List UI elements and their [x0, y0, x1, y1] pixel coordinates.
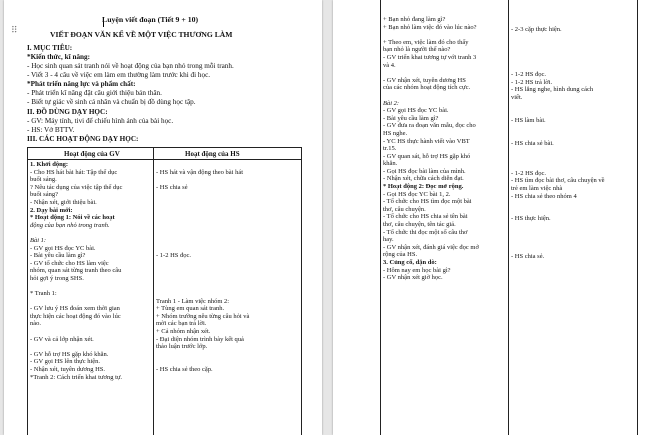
cell-line: * Hoạt động 1: Nói về các hoạt [30, 214, 115, 222]
cell-line: ? Nêu tác dụng của việc tập thể dục [30, 183, 123, 191]
cell-line: - Gọi HS đọc YC bài 1, 2. [383, 190, 451, 198]
cell-line: 2. Dạy bài mới: [30, 206, 73, 214]
cell-line: - GV triển khai tương tự với tranh 3 [383, 53, 477, 61]
cell-line: buổi sáng? [30, 191, 58, 199]
cell-line: - HS chia sẻ [156, 183, 188, 191]
cell-line [511, 132, 633, 140]
cell-line [156, 351, 298, 359]
cell-line: thảo luận trước lớp. [156, 343, 208, 351]
cell-line [511, 102, 633, 110]
cell-line: - HS chia sẻ theo cặp. [156, 366, 213, 374]
cell-line: Bài 1: [30, 236, 47, 244]
column-header-student: Hoạt động của HS [185, 150, 240, 158]
cell-line: - GV gọi HS lên thực hiện. [30, 358, 101, 366]
cell-line: Tranh 1 - Làm việc nhóm 2: [156, 297, 230, 305]
document-page-left [4, 0, 322, 435]
materials-item-2: - HS: Vở BTTV. [27, 126, 75, 134]
cell-line [156, 191, 298, 199]
cell-line: - Tổ chức thi đọc một số câu thơ [383, 228, 468, 236]
cell-line: mời các bạn trả lời. [156, 320, 207, 328]
cell-line: Bài 2: [383, 99, 400, 107]
document-page-right [333, 0, 650, 435]
ability-label: *Phát triển năng lực và phẩm chất: [27, 80, 136, 88]
cell-line: - YC HS thực hành viết vào VBT [383, 137, 470, 145]
cell-line: tr.15. [383, 145, 397, 153]
knowledge-label: *Kiến thức, kĩ năng: [27, 53, 91, 61]
cell-line: - HS chia sẻ bài. [511, 139, 554, 147]
cell-line [383, 92, 506, 100]
cell-line: khăn. [383, 160, 398, 168]
cell-line [511, 162, 633, 170]
cell-line: - 1-2 HS trả lời. [511, 78, 553, 86]
cell-line [30, 328, 151, 336]
section-materials: II. ĐỒ DÙNG DẠY HỌC: [27, 108, 108, 116]
cell-line: thơ, câu chuyện. [383, 205, 426, 213]
cell-line [156, 283, 298, 291]
cell-line [511, 231, 633, 239]
cell-line: - GV nhận xét, tuyên dương HS [383, 76, 466, 84]
cell-line: - Gọi HS đọc bài làm của mình. [383, 167, 466, 175]
cell-line: nhóm, quan sát từng tranh theo câu [30, 267, 122, 275]
cell-line [383, 31, 506, 39]
cell-line [156, 245, 298, 253]
cell-line: - 1-2 HS đọc. [156, 252, 192, 260]
cell-line: động của bạn nhỏ trong tranh. [30, 221, 110, 229]
cell-line: - HS lắng nghe, hình dung cách [511, 86, 594, 94]
cell-line [30, 298, 151, 306]
cell-line: - GV quan sát, hỗ trợ HS gặp khó [383, 152, 471, 160]
cell-line: buổi sáng. [30, 176, 57, 184]
cell-line: HS nghe. [383, 129, 408, 137]
cell-line: - 2-3 cặp thực hiện. [511, 25, 562, 33]
cell-line [156, 267, 298, 275]
cell-line: của các nhóm hoạt động tích cực. [383, 84, 471, 92]
teacher-activities-cell [30, 161, 151, 381]
cell-line: - Nhận xét, chữa cách diễn đạt. [383, 175, 464, 183]
cell-line: - GV hỗ trợ HS gặp khó khăn. [30, 350, 109, 358]
cell-line [511, 33, 633, 41]
lesson-title: VIẾT ĐOẠN VĂN KỂ VỀ MỘT VIỆC THƯƠNG LÀM [50, 30, 233, 39]
cell-line: - Nhận xét, giới thiệu bài. [30, 198, 97, 206]
table-column-divider [153, 147, 154, 435]
cell-line [511, 155, 633, 163]
cell-line [30, 283, 151, 291]
cell-line: 3. Củng cố, dặn dò: [383, 259, 437, 266]
cell-line: và 4. [383, 61, 396, 69]
cell-line [511, 18, 633, 26]
cell-line: thơ, câu chuyện, tên tác giả. [383, 221, 456, 229]
cell-line [511, 64, 633, 72]
cell-line: + Cả nhóm nhận xét. [156, 328, 211, 336]
cell-line: + Theo em, việc làm đó cho thấy [383, 38, 469, 46]
cell-line [511, 56, 633, 64]
cell-line [156, 214, 298, 222]
section-objectives: I. MỤC TIÊU: [27, 44, 73, 52]
cell-line: - GV tổ chức cho HS làm việc [30, 259, 109, 267]
cell-line: + Bạn nhỏ đang làm gì? [383, 16, 446, 23]
cell-line: - GV lưu ý HS đoán xem thời gian [30, 305, 120, 313]
cell-line: trẻ em làm việc nhà [511, 185, 563, 193]
student-activities-cell [156, 161, 298, 374]
lesson-heading: Luyện viết đoạn (Tiết 9 + 10) [102, 15, 199, 24]
cell-line: hay. [383, 236, 394, 244]
cell-line: * Hoạt động 2: Đọc mở rộng. [383, 183, 464, 191]
table-column-divider-right [508, 0, 509, 435]
cell-line [156, 275, 298, 283]
cell-line: - HS chia sẻ. [511, 253, 545, 261]
cell-line [156, 207, 298, 215]
ability-item-2: - Biết tự giác về sinh cá nhân và chuẩn bị đồ dùng học tập. [27, 98, 196, 106]
cell-line [511, 109, 633, 117]
cell-line [511, 147, 633, 155]
cell-line: + Bạn nhỏ làm việc đó vào lúc nào? [383, 23, 477, 31]
cell-line [156, 176, 298, 184]
cell-line: - Nhận xét, tuyên dương HS. [30, 366, 106, 374]
cell-line [156, 260, 298, 268]
cell-line [511, 124, 633, 132]
cell-line: - HS thực hiện. [511, 215, 551, 223]
cell-line: - HS chia sẻ theo nhóm 4 [511, 192, 577, 200]
cell-line: - Bài yêu cầu làm gì? [30, 252, 86, 260]
cell-line [156, 237, 298, 245]
cell-line [511, 238, 633, 246]
cell-line: thực hiện các hoạt động đó vào lúc [30, 312, 121, 320]
cell-line: - Đại diện nhóm trình bày kết quả [156, 335, 244, 343]
cell-line: - 1-2 HS đọc. [511, 169, 547, 177]
cell-line: *Tranh 2: Cách triển khai tương tự. [30, 373, 123, 381]
cell-line: - GV nhận xét giờ học. [383, 274, 443, 282]
cell-line: - Bài yêu cầu làm gì? [383, 114, 439, 122]
cell-line: + Tùng em quan sát tranh. [156, 305, 225, 313]
table-header-divider [27, 159, 301, 160]
cell-line [30, 229, 151, 237]
cell-line [156, 161, 298, 169]
ability-item-1: - Phát triển kĩ năng đặt câu giới thiệu bản thân. [27, 89, 162, 97]
cell-line: viết. [511, 93, 523, 101]
cell-line [156, 199, 298, 207]
cell-line: - Hôm nay em học bài gì? [383, 266, 451, 274]
cell-line: - 1-2 HS đọc. [511, 71, 547, 79]
cell-line [511, 246, 633, 254]
cell-line [511, 41, 633, 49]
cell-line: bạn nhỏ là người thế nào? [383, 46, 451, 54]
column-header-teacher: Hoạt động của GV [64, 150, 120, 158]
cell-line: rộng của HS. [383, 251, 418, 259]
cell-line [511, 223, 633, 231]
cell-line: - HS làm bài. [511, 116, 546, 124]
cell-line: - GV gọi HS đọc YC bài. [30, 244, 96, 252]
cell-line [511, 200, 633, 208]
knowledge-item-2: - Viết 3 - 4 câu về việc em làm em thường làm trước khi đi học. [27, 71, 211, 79]
cell-line: - HS hát và vận động theo bài hát [156, 168, 244, 176]
cell-line: - HS tìm đọc bài thơ, câu chuyện về [511, 177, 605, 185]
cell-line [383, 69, 506, 77]
cell-line: - GV gọi HS đọc YC bài. [383, 107, 449, 115]
cell-line [30, 343, 151, 351]
cell-line: - Tổ chức cho HS tìm đọc một bài [383, 198, 472, 206]
cell-line: * Tranh 1: [30, 290, 57, 298]
cell-line: + Nhóm trường nêu từng câu hỏi và [156, 312, 250, 320]
teacher-activities-cell-continued [383, 16, 506, 282]
cell-line [156, 358, 298, 366]
cell-line [156, 229, 298, 237]
cell-line: nào. [30, 320, 42, 328]
cell-line [511, 48, 633, 56]
cell-line: 1. Khởi động: [30, 161, 69, 168]
cell-line [511, 208, 633, 216]
student-activities-cell-continued [511, 18, 633, 261]
cell-line [156, 290, 298, 298]
section-activities: III. CÁC HOẠT ĐỘNG DẠY HỌC: [27, 135, 139, 143]
cell-line: - Cho HS hát bài hát: Tập thể dục [30, 168, 118, 176]
cell-line: hỏi gợi ý trong SHS. [30, 274, 84, 282]
cell-line: - Tổ chức cho HS chia sẻ tên bài [383, 213, 468, 221]
knowledge-item-1: - Học sinh quan sát tranh nói về hoạt động của bạn nhỏ trong mỗi tranh. [27, 62, 234, 70]
cell-line: - GV nhận xét, đánh giá việc đọc mở [383, 243, 479, 251]
table-move-handle-icon[interactable]: ⠿ [11, 25, 19, 35]
materials-item-1: - GV: Máy tính, tivi để chiếu hình ảnh của bài học. [27, 117, 174, 125]
cell-line: - GV đưa ra đoạn văn mẫu, đọc cho [383, 122, 476, 130]
cell-line: - GV và cả lớp nhận xét. [30, 335, 94, 343]
cell-line [156, 222, 298, 230]
